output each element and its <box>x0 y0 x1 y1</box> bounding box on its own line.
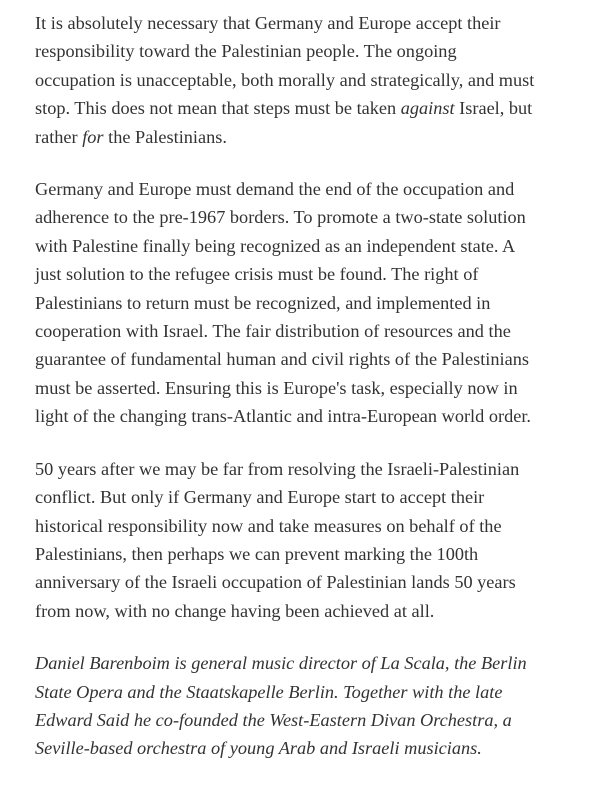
text-line <box>35 597 605 625</box>
text-line <box>35 203 605 231</box>
text-segment: Daniel Barenboim is general music director of La Scala, the Berlin <box>35 653 527 674</box>
text-line <box>35 37 605 65</box>
article-body <box>35 9 605 787</box>
text-segment: conflict. But only if Germany and Europe start to accept their <box>35 487 485 508</box>
text-segment: Seville-based orchestra of young Arab and Israeli musicians. <box>35 738 482 759</box>
text-line <box>35 734 605 762</box>
text-line <box>35 94 605 122</box>
text-line <box>35 512 605 540</box>
text-segment: It is absolutely necessary that Germany and Europe accept their <box>35 13 501 33</box>
text-line <box>35 345 605 373</box>
text-line <box>35 66 605 94</box>
text-segment: stop. This does not mean that steps must be taken <box>35 98 401 119</box>
text-line <box>35 289 605 317</box>
text-line <box>35 455 605 483</box>
emphasized-text: against <box>400 98 455 119</box>
text-line <box>35 374 605 402</box>
text-segment: adherence to the pre-1967 borders. To promote a two-state solution <box>35 207 526 228</box>
text-segment: from now, with no change having been achieved at all. <box>35 600 435 621</box>
text-segment: with Palestine finally being recognized as an independent state. A <box>35 235 516 256</box>
text-line <box>35 123 605 151</box>
text-line <box>35 706 605 734</box>
article-paragraph <box>35 9 605 151</box>
text-segment: light of the changing trans-Atlantic and intra-European world order. <box>35 406 531 427</box>
text-line <box>35 317 605 345</box>
text-line <box>35 649 605 677</box>
text-segment: guarantee of fundamental human and civil rights of the Palestinians <box>35 349 529 370</box>
text-segment: cooperation with Israel. The fair distribution of resources and the <box>35 321 511 342</box>
text-segment: rather <box>35 126 83 147</box>
text-segment: State Opera and the Staatskapelle Berlin. Together with the late <box>35 681 503 702</box>
text-line <box>35 483 605 511</box>
text-segment: the Palestinians. <box>103 126 227 147</box>
text-line <box>35 568 605 596</box>
article-paragraph <box>35 175 605 431</box>
emphasized-text: for <box>82 126 104 147</box>
text-segment: 50 years after we may be far from resolving the Israeli-Palestinian <box>35 458 520 479</box>
text-line <box>35 402 605 430</box>
text-segment: must be asserted. Ensuring this is Europe's task, especially now in <box>35 377 518 398</box>
text-line <box>35 678 605 706</box>
text-segment: Palestinians, then perhaps we can prevent marking the 100th <box>35 543 479 564</box>
text-segment: Palestinians to return must be recognized, and implemented in <box>35 292 491 313</box>
text-segment: Israel, but <box>454 98 533 119</box>
text-segment: historical responsibility now and take measures on behalf of the <box>35 515 502 536</box>
text-segment: responsibility toward the Palestinian people. The ongoing <box>35 41 457 62</box>
text-line <box>35 175 605 203</box>
text-segment: anniversary of the Israeli occupation of Palestinian lands 50 years <box>35 572 516 593</box>
article-paragraph <box>35 455 605 625</box>
text-line <box>35 9 605 37</box>
text-segment: Germany and Europe must demand the end of the occupation and <box>35 179 515 200</box>
text-line <box>35 260 605 288</box>
text-segment: Edward Said he co-founded the West-Eastern Divan Orchestra, a <box>35 709 512 730</box>
text-line <box>35 232 605 260</box>
author-bio-paragraph <box>35 649 605 763</box>
text-segment: just solution to the refugee crisis must be found. The right of <box>35 264 479 285</box>
text-segment: occupation is unacceptable, both morally and strategically, and must <box>35 69 535 90</box>
text-line <box>35 540 605 568</box>
